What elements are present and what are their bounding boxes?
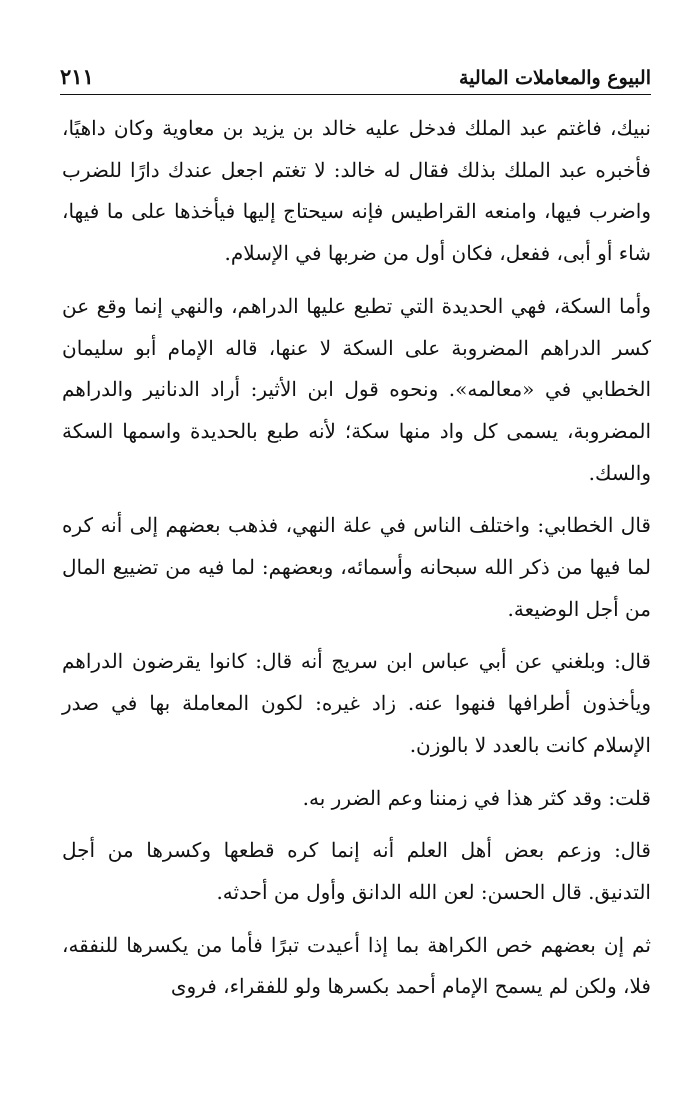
paragraph: قال: وبلغني عن أبي عباس ابن سريج أنه قال: كانوا يقرضون الدراهم ويأخذون أطرافها فنهوا عنه. زاد غيره: لكون المعاملة بها في صدر الإسلام كانت بالعدد لا بالوزن. xyxy=(62,649,651,757)
paragraph: قال الخطابي: واختلف الناس في علة النهي، فذهب بعضهم إلى أنه كره لما فيها من ذكر الله سبحانه وأسمائه، وبعضهم: لما فيه من تضييع المال من أجل الوضيعة. xyxy=(62,513,651,621)
paragraph: قال: وزعم بعض أهل العلم أنه إنما كره قطعها وكسرها من أجل التدنيق. قال الحسن: لعن الله الدانق وأول من أحدثه. xyxy=(62,838,651,904)
paragraph: قلت: وقد كثر هذا في زمننا وعم الضرر به. xyxy=(302,785,651,810)
paragraph: نبيك، فاغتم عبد الملك فدخل عليه خالد بن يزيد بن معاوية وكان داهيًا، فأخبره عبد الملك بذلك فقال له خالد: لا تغتم اجعل عندك دارًا للضرب واضرب فيها، وامنعه القراطيس فإنه سيحتاج إليها فيأخذها على ما فيها، شاء أو أبى، ففعل، فكان أول من ضربها في الإسلام. xyxy=(62,116,651,266)
paragraph: ثم إن بعضهم خص الكراهة بما إذا أعيدت تبرًا فأما من يكسرها للنفقه، فلا، ولكن لم يسمح الإمام أحمد بكسرها ولو للفقراء، فروى xyxy=(62,932,651,999)
page-number: ٢١١ xyxy=(60,64,94,89)
paragraph: وأما السكة، فهي الحديدة التي تطبع عليها الدراهم، والنهي إنما وقع عن كسر الدراهم المضروبة على السكة لا عنها، قاله الإمام أبو سليمان الخطابي في «معالمه». ونحوه قول ابن الأثير: أراد الدنانير والدراهم المضروبة، يسمى كل واد منها سكة؛ لأنه طبع بالحديدة واسمها السكة والسك. xyxy=(62,293,651,485)
body-text xyxy=(62,108,651,1019)
page-header xyxy=(60,58,651,95)
running-title: البيوع والمعاملات المالية xyxy=(458,67,651,89)
